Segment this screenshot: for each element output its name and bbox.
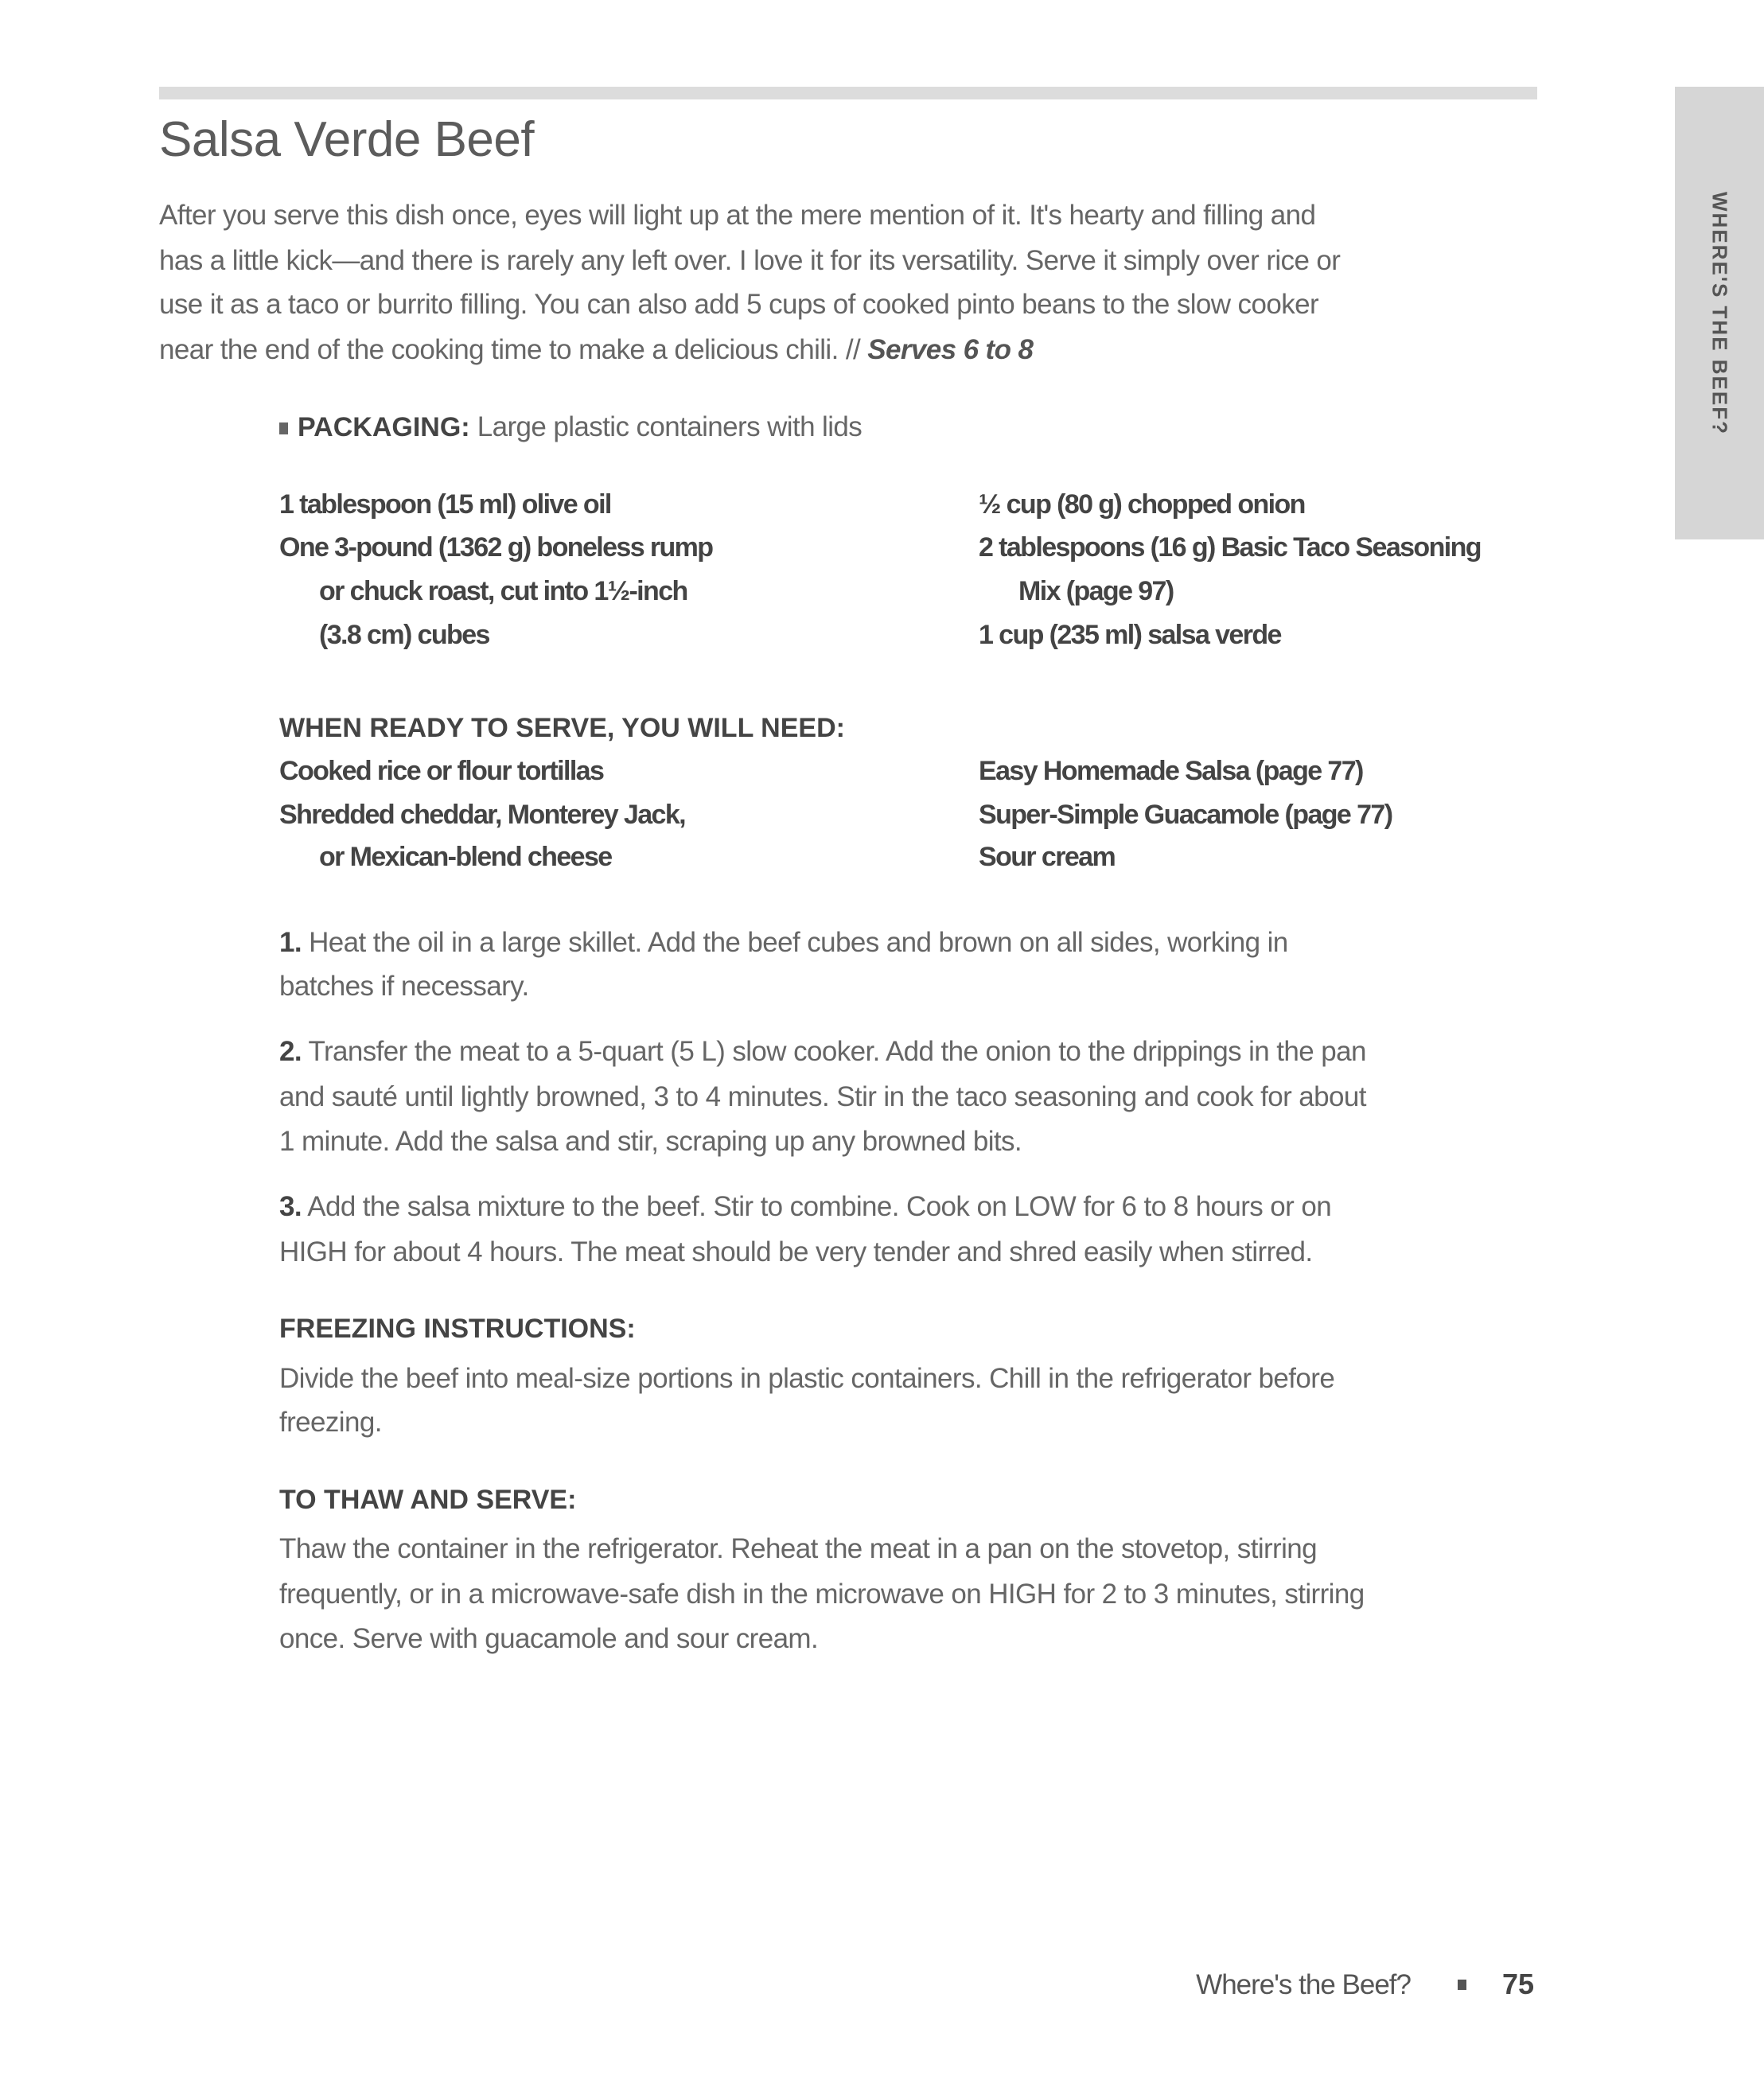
step-text: Transfer the meat to a 5-quart (5 L) slow cooker. Add the onion to the drippings in the pan <box>308 1036 1366 1067</box>
thaw-text: once. Serve with guacamole and sour cream. <box>279 1623 819 1654</box>
step-text: batches if necessary. <box>279 971 529 1002</box>
serve-item: Easy Homemade Salsa (page 77) <box>979 756 1363 786</box>
serves: Serves 6 to 8 <box>867 334 1034 365</box>
step-text: Add the salsa mixture to the beef. Stir to combine. Cook on LOW for 6 to 8 hours or on <box>307 1191 1332 1222</box>
ingredient: 1 cup (235 ml) salsa verde <box>979 620 1281 650</box>
intro-text: near the end of the cooking time to make a delicious chili. <box>159 334 839 365</box>
recipe-title: Salsa Verde Beef <box>159 112 535 167</box>
serve-item: Shredded cheddar, Monterey Jack, <box>279 800 685 830</box>
step-text: 1 minute. Add the salsa and stir, scraping up any browned bits. <box>279 1126 1022 1157</box>
step-2 <box>279 1036 1366 1068</box>
freezing-text: freezing. <box>279 1407 382 1438</box>
serve-heading: WHEN READY TO SERVE, YOU WILL NEED: <box>279 713 845 743</box>
step-3 <box>279 1191 1331 1223</box>
thaw-text: Thaw the container in the refrigerator. Reheat the meat in a pan on the stovetop, stirring <box>279 1533 1318 1564</box>
step-number: 2. <box>279 1036 302 1067</box>
step-text: Heat the oil in a large skillet. Add the beef cubes and brown on all sides, working in <box>309 927 1288 958</box>
serve-item: Cooked rice or flour tortillas <box>279 756 604 786</box>
separator: // <box>845 334 861 365</box>
ingredient: One 3-pound (1362 g) boneless rump <box>279 532 713 563</box>
ingredient-cont: or chuck roast, cut into 1½-inch <box>319 576 687 606</box>
thaw-text: frequently, or in a microwave-safe dish in the microwave on HIGH for 2 to 3 minutes, stirring <box>279 1579 1365 1610</box>
chapter-side-tab <box>1675 87 1764 539</box>
intro-line: After you serve this dish once, eyes will light up at the mere mention of it. It's hearty and filling and <box>159 200 1316 231</box>
serve-item: Sour cream <box>979 842 1116 872</box>
ingredient-cont: Mix (page 97) <box>1018 576 1174 606</box>
step-text: HIGH for about 4 hours. The meat should be very tender and shred easily when stirred. <box>279 1236 1313 1267</box>
serve-item: Super-Simple Guacamole (page 77) <box>979 800 1392 830</box>
footer-bullet-icon <box>1458 1980 1466 1990</box>
intro-line: has a little kick—and there is rarely any left over. I love it for its versatility. Serve it simply over rice or <box>159 245 1341 276</box>
freezing-heading: FREEZING INSTRUCTIONS: <box>279 1314 636 1344</box>
packaging <box>279 411 862 443</box>
page-number: 75 <box>1502 1968 1535 2000</box>
step-1 <box>279 927 1288 959</box>
thaw-heading: TO THAW AND SERVE: <box>279 1485 577 1515</box>
ingredient: 2 tablespoons (16 g) Basic Taco Seasoning <box>979 532 1481 563</box>
step-number: 1. <box>279 927 302 958</box>
footer-section: Where's the Beef? <box>1196 1969 1411 2000</box>
serve-item-cont: or Mexican-blend cheese <box>319 842 612 872</box>
freezing-text: Divide the beef into meal-size portions in plastic containers. Chill in the refrigerator before <box>279 1363 1335 1394</box>
chapter-tab-label: WHERE'S THE BEEF? <box>1708 191 1732 435</box>
ingredient: 1 tablespoon (15 ml) olive oil <box>279 489 611 520</box>
ingredient: ½ cup (80 g) chopped onion <box>979 489 1305 520</box>
intro-line-last <box>159 334 1033 366</box>
packaging-text: Large plastic containers with lids <box>477 411 863 442</box>
header-rule <box>159 87 1537 99</box>
packaging-label: PACKAGING: <box>298 412 470 442</box>
step-number: 3. <box>279 1191 302 1222</box>
intro-line: use it as a taco or burrito filling. You can also add 5 cups of cooked pinto beans to the slow cooker <box>159 289 1319 320</box>
step-text: and sauté until lightly browned, 3 to 4 minutes. Stir in the taco seasoning and cook for about <box>279 1081 1366 1112</box>
bullet-icon <box>279 422 288 434</box>
ingredient-cont: (3.8 cm) cubes <box>319 620 489 650</box>
